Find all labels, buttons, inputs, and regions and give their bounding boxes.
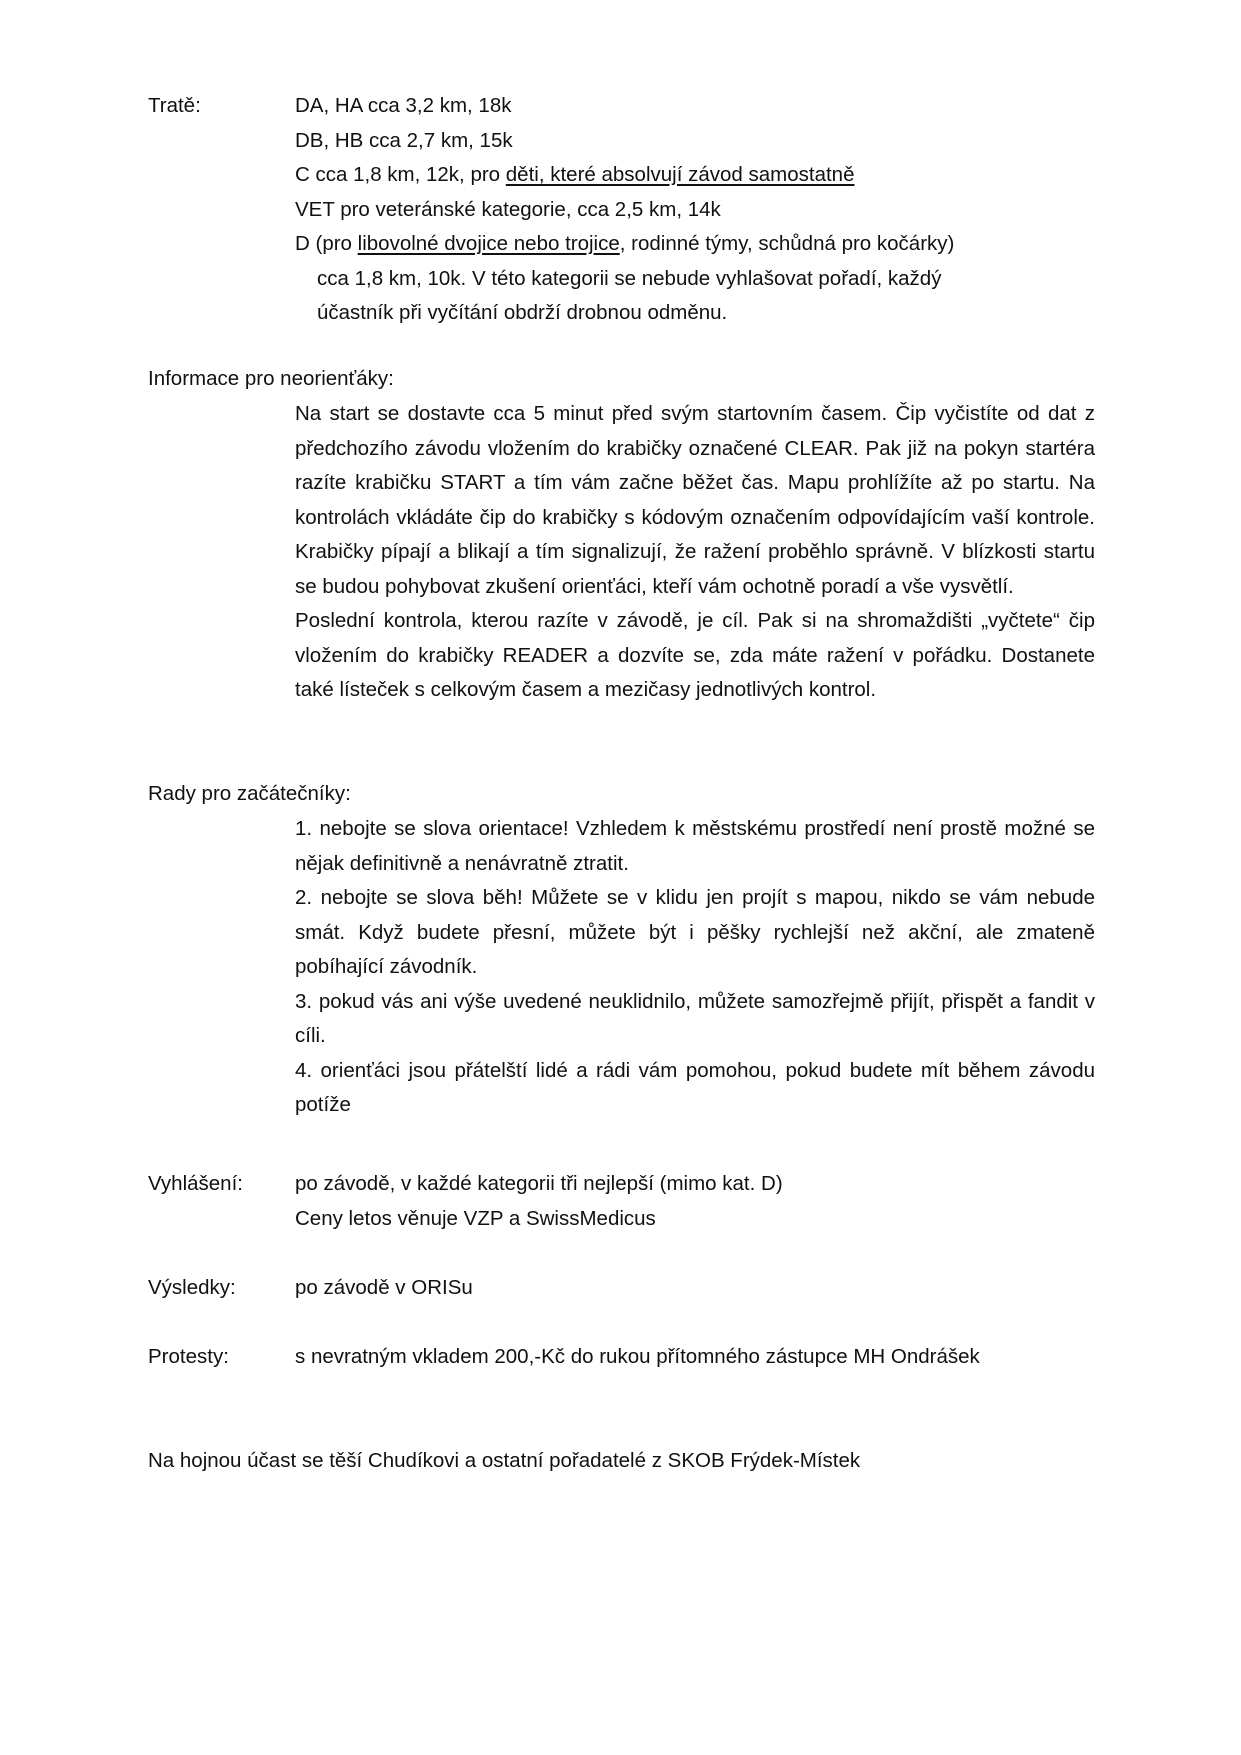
section-rady xyxy=(295,812,1095,1123)
section-label-vyhlaseni: Vyhlášení: xyxy=(148,1172,243,1195)
rady-item: 1. nebojte se slova orientace! Vzhledem k městskému prostředí není prostě možné se nějak definitivně a nenávratně ztratit. xyxy=(295,817,1095,875)
trate-text: C cca 1,8 km, 12k, pro xyxy=(295,163,506,186)
trate-line: VET pro veteránské kategorie, cca 2,5 km, 14k xyxy=(295,197,721,221)
protesty-text: s nevratným vkladem 200,-Kč do rukou přítomného zástupce MH Ondrášek xyxy=(295,1345,980,1368)
section-info xyxy=(295,397,1095,708)
rady-item: 2. nebojte se slova běh! Můžete se v klidu jen projít s mapou, nikdo se vám nebude smát. Když budete přesní, můžete být i pěšky rychlejší než akční, ale zmateně pobíhající závodník. xyxy=(295,886,1095,978)
section-label-info: Informace pro neorienťáky: xyxy=(148,367,394,390)
section-label-protesty: Protesty: xyxy=(148,1345,229,1368)
section-vyhlaseni xyxy=(295,1167,1095,1236)
rady-item: 4. orienťáci jsou přátelští lidé a rádi vám pomohou, pokud budete mít během závodu potíže xyxy=(295,1058,1095,1116)
trate-line: cca 1,8 km, 10k. V této kategorii se nebude vyhlašovat pořadí, každý xyxy=(317,266,942,290)
trate-text: , rodinné týmy, schůdná pro kočárky) xyxy=(619,232,955,255)
section-vysledky xyxy=(295,1271,1095,1306)
section-trate xyxy=(295,89,1095,331)
info-paragraph: Poslední kontrola, kterou razíte v závodě, je cíl. Pak si na shromaždišti „vyčtete“ čip vložením do krabičky READER a dozvíte se, zda máte ražení v pořádku. Dostanete také lísteček s celkovým časem a mezičasy jednotlivých kontrol. xyxy=(295,609,1095,701)
trate-underlined-text: libovolné dvojice nebo trojice xyxy=(357,232,620,255)
trate-line: DB, HB cca 2,7 km, 15k xyxy=(295,128,513,152)
vyhlaseni-line: po závodě, v každé kategorii tři nejlepší (mimo kat. D) xyxy=(295,1172,783,1195)
info-paragraph: Na start se dostavte cca 5 minut před svým startovním časem. Čip vyčistíte od dat z předchozího závodu vložením do krabičky označené CLEAR. Pak již na pokyn startéra razíte krabičku START a tím vám začne běžet čas. Mapu prohlížíte až po startu. Na kontrolách vkládáte čip do krabičky s kódovým označením odpovídajícím vaší kontrole. Krabičky pípají a blikají a tím signalizují, že ražení proběhlo správně. V blízkosti startu se budou pohybovat zkušení orienťáci, kteří vám ochotně poradí a vše vysvětlí. xyxy=(295,402,1095,598)
section-label-rady: Rady pro začátečníky: xyxy=(148,782,351,805)
trate-line xyxy=(295,227,1095,262)
trate-line: DA, HA cca 3,2 km, 18k xyxy=(295,94,512,117)
section-label-vysledky: Výsledky: xyxy=(148,1276,236,1299)
rady-item: 3. pokud vás ani výše uvedené neuklidnilo, můžete samozřejmě přijít, přispět a fandit v cíli. xyxy=(295,989,1095,1047)
section-label-trate: Tratě: xyxy=(148,94,201,117)
trate-underlined-text: děti, které absolvují závod samostatně xyxy=(505,163,855,186)
vysledky-text: po závodě v ORISu xyxy=(295,1276,473,1299)
vyhlaseni-line: Ceny letos věnuje VZP a SwissMedicus xyxy=(295,1206,656,1230)
trate-line xyxy=(295,158,1095,193)
closing-text: Na hojnou účast se těší Chudíkovi a ostatní pořadatelé z SKOB Frýdek-Místek xyxy=(148,1449,861,1472)
trate-text: D (pro xyxy=(295,232,358,255)
section-protesty xyxy=(295,1340,1095,1375)
trate-line: účastník při vyčítání obdrží drobnou odměnu. xyxy=(317,301,728,324)
